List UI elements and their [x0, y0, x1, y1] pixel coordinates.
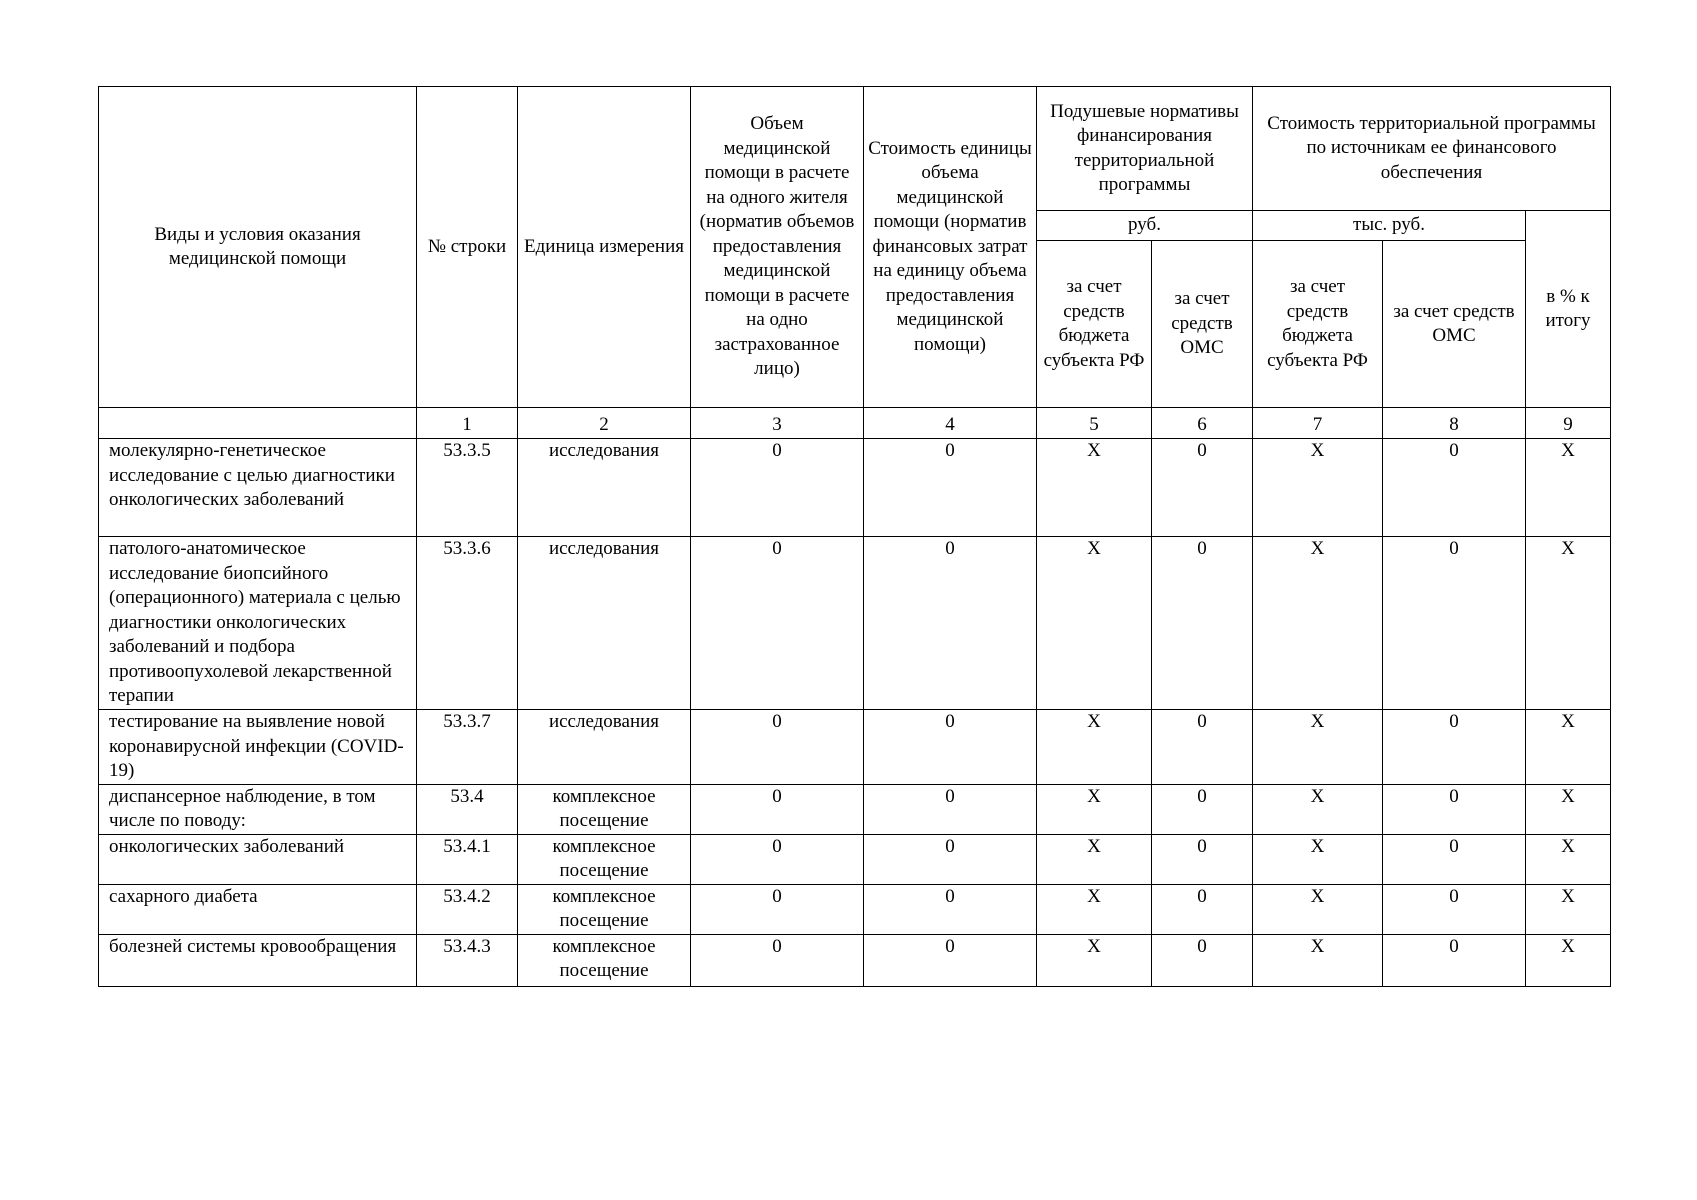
row-volume: 0 [691, 439, 864, 537]
row-volume: 0 [691, 537, 864, 710]
header-unit-thousand-rub: тыс. руб. [1253, 211, 1526, 241]
column-number: 4 [864, 408, 1037, 439]
row-pc-oms: 0 [1152, 439, 1253, 537]
row-name: онкологических заболеваний [99, 834, 417, 884]
row-number: 53.3.5 [417, 439, 518, 537]
header-pg-budget: за счет средств бюджета субъекта РФ [1253, 241, 1383, 408]
row-cost: 0 [864, 710, 1037, 785]
row-number: 53.4.2 [417, 884, 518, 934]
row-pc-budget: X [1037, 934, 1152, 986]
row-percent: X [1526, 884, 1611, 934]
header-pc-budget: за счет средств бюджета субъекта РФ [1037, 241, 1152, 408]
header-pg-oms: за счет средств ОМС [1383, 241, 1526, 408]
column-number: 3 [691, 408, 864, 439]
column-number: 2 [518, 408, 691, 439]
column-number: 9 [1526, 408, 1611, 439]
row-number: 53.4 [417, 784, 518, 834]
row-pg-budget: X [1253, 439, 1383, 537]
row-percent: X [1526, 439, 1611, 537]
row-pc-oms: 0 [1152, 884, 1253, 934]
row-pg-budget: X [1253, 784, 1383, 834]
table-row [99, 834, 1611, 884]
row-volume: 0 [691, 884, 864, 934]
row-pc-budget: X [1037, 784, 1152, 834]
row-volume: 0 [691, 784, 864, 834]
row-pc-oms: 0 [1152, 784, 1253, 834]
row-unit: исследования [518, 537, 691, 710]
column-number: 8 [1383, 408, 1526, 439]
row-percent: X [1526, 710, 1611, 785]
header-row-1 [99, 87, 1611, 211]
financing-table [98, 86, 1611, 987]
header-per-capita: Подушевые нормативы финансирования территориальной программы [1037, 87, 1253, 211]
row-percent: X [1526, 834, 1611, 884]
table-row [99, 710, 1611, 785]
row-unit: исследования [518, 439, 691, 537]
row-pg-budget: X [1253, 934, 1383, 986]
row-name: патолого-анатомическое исследование биопсийного (операционного) материала с целью диагностики онкологических заболеваний и подбора противоопухолевой лекарственной терапии [99, 537, 417, 710]
row-number: 53.3.7 [417, 710, 518, 785]
row-pg-oms: 0 [1383, 439, 1526, 537]
row-pc-oms: 0 [1152, 834, 1253, 884]
row-name: тестирование на выявление новой коронавирусной инфекции (COVID-19) [99, 710, 417, 785]
header-row-no: № строки [417, 87, 518, 408]
header-unit-rub: руб. [1037, 211, 1253, 241]
row-pg-oms: 0 [1383, 884, 1526, 934]
row-pg-oms: 0 [1383, 784, 1526, 834]
row-pg-oms: 0 [1383, 834, 1526, 884]
row-unit: комплексное посещение [518, 884, 691, 934]
row-name: молекулярно-генетическое исследование с целью диагностики онкологических заболеваний [99, 439, 417, 537]
row-pc-budget: X [1037, 884, 1152, 934]
header-cost: Стоимость единицы объема медицинской помощи (норматив финансовых затрат на единицу объема предоставления медицинской помощи) [864, 87, 1037, 408]
row-pg-budget: X [1253, 834, 1383, 884]
row-pg-oms: 0 [1383, 710, 1526, 785]
row-cost: 0 [864, 834, 1037, 884]
header-volume: Объем медицинской помощи в расчете на одного жителя (норматив объемов предоставления медицинской помощи в расчете на одно застрахованное лицо) [691, 87, 864, 408]
row-name: диспансерное наблюдение, в том числе по поводу: [99, 784, 417, 834]
row-unit: исследования [518, 710, 691, 785]
table-row [99, 537, 1611, 710]
column-number: 6 [1152, 408, 1253, 439]
column-number-blank [99, 408, 417, 439]
column-number: 1 [417, 408, 518, 439]
row-cost: 0 [864, 439, 1037, 537]
row-cost: 0 [864, 934, 1037, 986]
row-cost: 0 [864, 537, 1037, 710]
row-pg-budget: X [1253, 537, 1383, 710]
row-name: сахарного диабета [99, 884, 417, 934]
row-volume: 0 [691, 710, 864, 785]
row-number: 53.4.3 [417, 934, 518, 986]
row-unit: комплексное посещение [518, 934, 691, 986]
header-unit: Единица измерения [518, 87, 691, 408]
header-name: Виды и условия оказания медицинской помощи [99, 87, 417, 408]
row-pc-budget: X [1037, 834, 1152, 884]
column-number-row [99, 408, 1611, 439]
row-pc-budget: X [1037, 710, 1152, 785]
row-percent: X [1526, 537, 1611, 710]
row-volume: 0 [691, 934, 864, 986]
row-number: 53.4.1 [417, 834, 518, 884]
row-number: 53.3.6 [417, 537, 518, 710]
table-row [99, 784, 1611, 834]
row-pg-oms: 0 [1383, 934, 1526, 986]
header-pc-oms: за счет средств ОМС [1152, 241, 1253, 408]
table-row [99, 884, 1611, 934]
table-row [99, 439, 1611, 537]
column-number: 5 [1037, 408, 1152, 439]
row-pg-oms: 0 [1383, 537, 1526, 710]
row-cost: 0 [864, 884, 1037, 934]
row-pc-oms: 0 [1152, 934, 1253, 986]
header-program-cost: Стоимость территориальной программы по источникам ее финансового обеспечения [1253, 87, 1611, 211]
row-pc-oms: 0 [1152, 710, 1253, 785]
row-pg-budget: X [1253, 710, 1383, 785]
header-percent-total: в % к итогу [1526, 211, 1611, 408]
row-percent: X [1526, 934, 1611, 986]
row-unit: комплексное посещение [518, 834, 691, 884]
row-unit: комплексное посещение [518, 784, 691, 834]
row-percent: X [1526, 784, 1611, 834]
column-number: 7 [1253, 408, 1383, 439]
row-pc-budget: X [1037, 537, 1152, 710]
row-pg-budget: X [1253, 884, 1383, 934]
row-volume: 0 [691, 834, 864, 884]
row-name: болезней системы кровообращения [99, 934, 417, 986]
row-pc-oms: 0 [1152, 537, 1253, 710]
row-pc-budget: X [1037, 439, 1152, 537]
table-row [99, 934, 1611, 986]
row-cost: 0 [864, 784, 1037, 834]
